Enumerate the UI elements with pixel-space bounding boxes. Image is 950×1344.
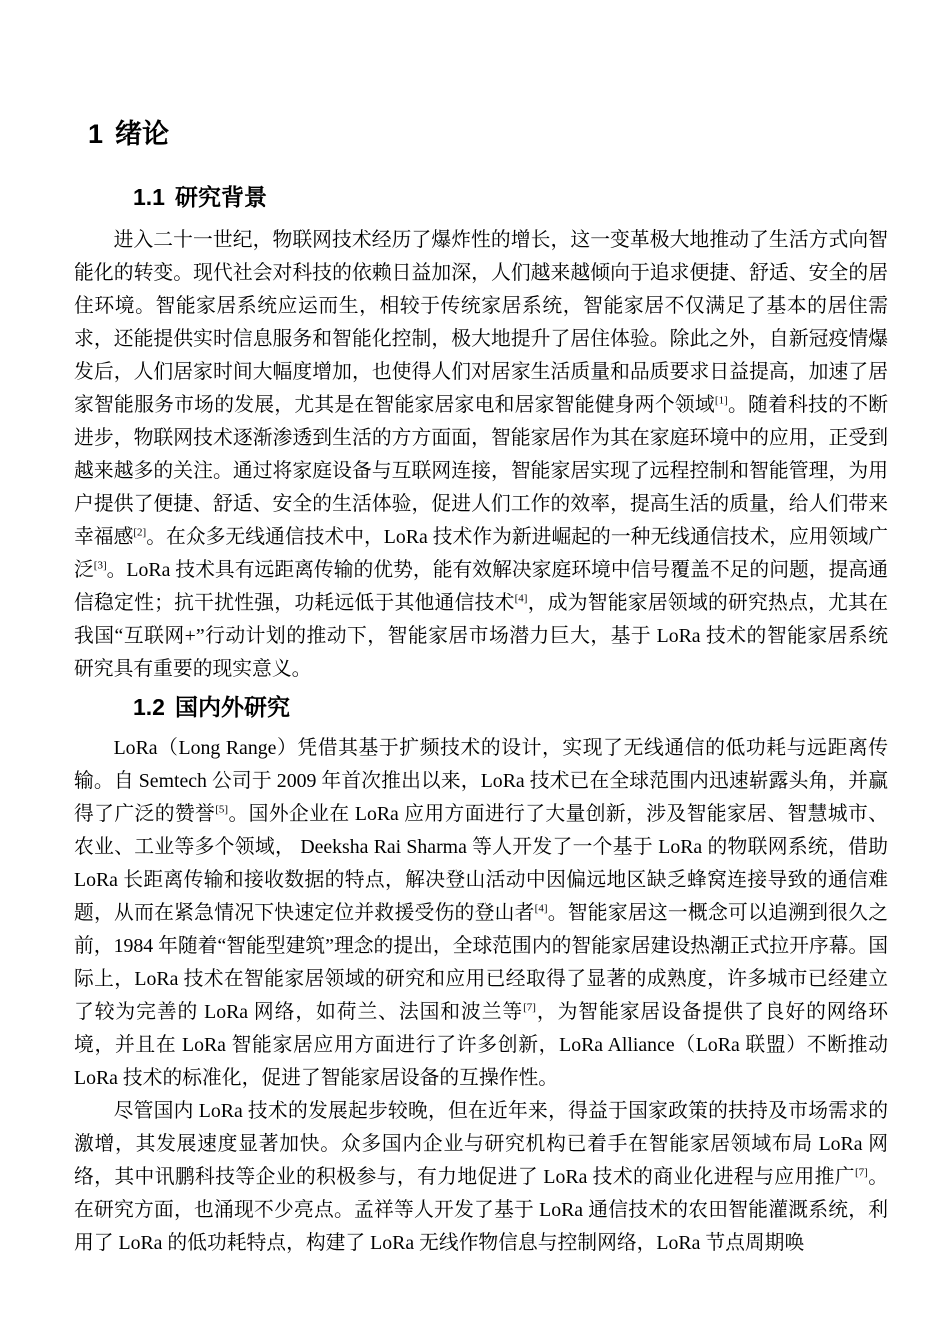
chapter-number: 1 [88, 119, 104, 149]
citation-ref: [2] [133, 526, 147, 539]
chapter-title: 绪论 [115, 119, 170, 149]
citation-ref: [3] [93, 559, 107, 572]
citation-ref: [4] [534, 902, 548, 915]
citation-ref: [7] [854, 1166, 868, 1179]
citation-ref: [5] [215, 803, 229, 816]
section-title: 国内外研究 [174, 694, 290, 720]
paragraph-foreign-research: LoRa（Long Range）凭借其基于扩频技术的设计，实现了无线通信的低功耗与远距离传输。自 Semtech 公司于 2009 年首次推出以来，LoRa 技术已在全球范围内迅速崭露头角，并赢得了广泛的赞誉[5]。国外企业在 LoRa 应用方面进行了大量创新，涉及智能家居、智慧城市、农业、工业等多个领域， Deeksha Rai Sharma 等人开发了一个基于 LoRa 的物联网系统，借助 LoRa 长距离传输和接收数据的特点，解决登山活动中因偏远地区缺乏蜂窝连接导致的通信难题，从而在紧急情况下快速定位并救援受伤的登山者[4]。智能家居这一概念可以追溯到很久之前，1984 年随着“智能型建筑”理念的提出，全球范围内的智能家居建设热潮正式拉开序幕。国际上，LoRa 技术在智能家居领域的研究和应用已经取得了显著的成熟度，许多城市已经建立了较为完善的 LoRa 网络，如荷兰、法国和波兰等[7]，为智能家居设备提供了良好的网络环境，并且在 LoRa 智能家居应用方面进行了许多创新，LoRa Alliance（LoRa 联盟）不断推动 LoRa 技术的标准化，促进了智能家居设备的互操作性。 [74, 737, 888, 1089]
section-number: 1.2 [133, 694, 165, 720]
page-content [74, 0, 888, 1260]
section-heading-research-background [133, 182, 888, 212]
paragraph-research-background: 进入二十一世纪，物联网技术经历了爆炸性的增长，这一变革极大地推动了生活方式向智能化的转变。现代社会对科技的依赖日益加深，人们越来越倾向于追求便捷、舒适、安全的居住环境。智能家居系统应运而生，相较于传统家居系统，智能家居不仅满足了基本的居住需求，还能提供实时信息服务和智能化控制，极大地提升了居住体验。除此之外，自新冠疫情爆发后，人们居家时间大幅度增加，也使得人们对居家生活质量和品质要求日益提高，加速了居家智能服务市场的发展，尤其是在智能家居家电和居家智能健身两个领域[1]。随着科技的不断进步，物联网技术逐渐渗透到生活的方方面面，智能家居作为其在家庭环境中的应用，正受到越来越多的关注。通过将家庭设备与互联网连接，智能家居实现了远程控制和智能管理，为用户提供了便捷、舒适、安全的生活体验，促进人们工作的效率，提高生活的质量，给人们带来幸福感[2]。在众多无线通信技术中，LoRa 技术作为新进崛起的一种无线通信技术，应用领域广泛[3]。LoRa 技术具有远距离传输的优势，能有效解决家庭环境中信号覆盖不足的问题，提高通信稳定性；抗干扰性强，功耗远低于其他通信技术[4]，成为智能家居领域的研究热点，尤其在我国“互联网+”行动计划的推动下，智能家居市场潜力巨大，基于 LoRa 技术的智能家居系统研究具有重要的现实意义。 [74, 229, 888, 680]
section-heading-domestic-foreign-research [133, 692, 888, 722]
citation-ref: [4] [514, 592, 528, 605]
chapter-heading [88, 116, 888, 152]
paragraph-domestic-research: 尽管国内 LoRa 技术的发展起步较晚，但在近年来，得益于国家政策的扶持及市场需求的激增，其发展速度显著加快。众多国内企业与研究机构已着手在智能家居领域布局 LoRa 网络，其中讯鹏科技等企业的积极参与，有力地促进了 LoRa 技术的商业化进程与应用推广[7]。在研究方面，也涌现不少亮点。孟祥等人开发了基于 LoRa 通信技术的农田智能灌溉系统，利用了 LoRa 的低功耗特点，构建了 LoRa 无线作物信息与控制网络，LoRa 节点周期唤 [74, 1100, 888, 1254]
citation-ref: [1] [714, 394, 728, 407]
section-title: 研究背景 [174, 184, 267, 210]
citation-ref: [7] [523, 1001, 536, 1014]
section-number: 1.1 [133, 184, 165, 210]
